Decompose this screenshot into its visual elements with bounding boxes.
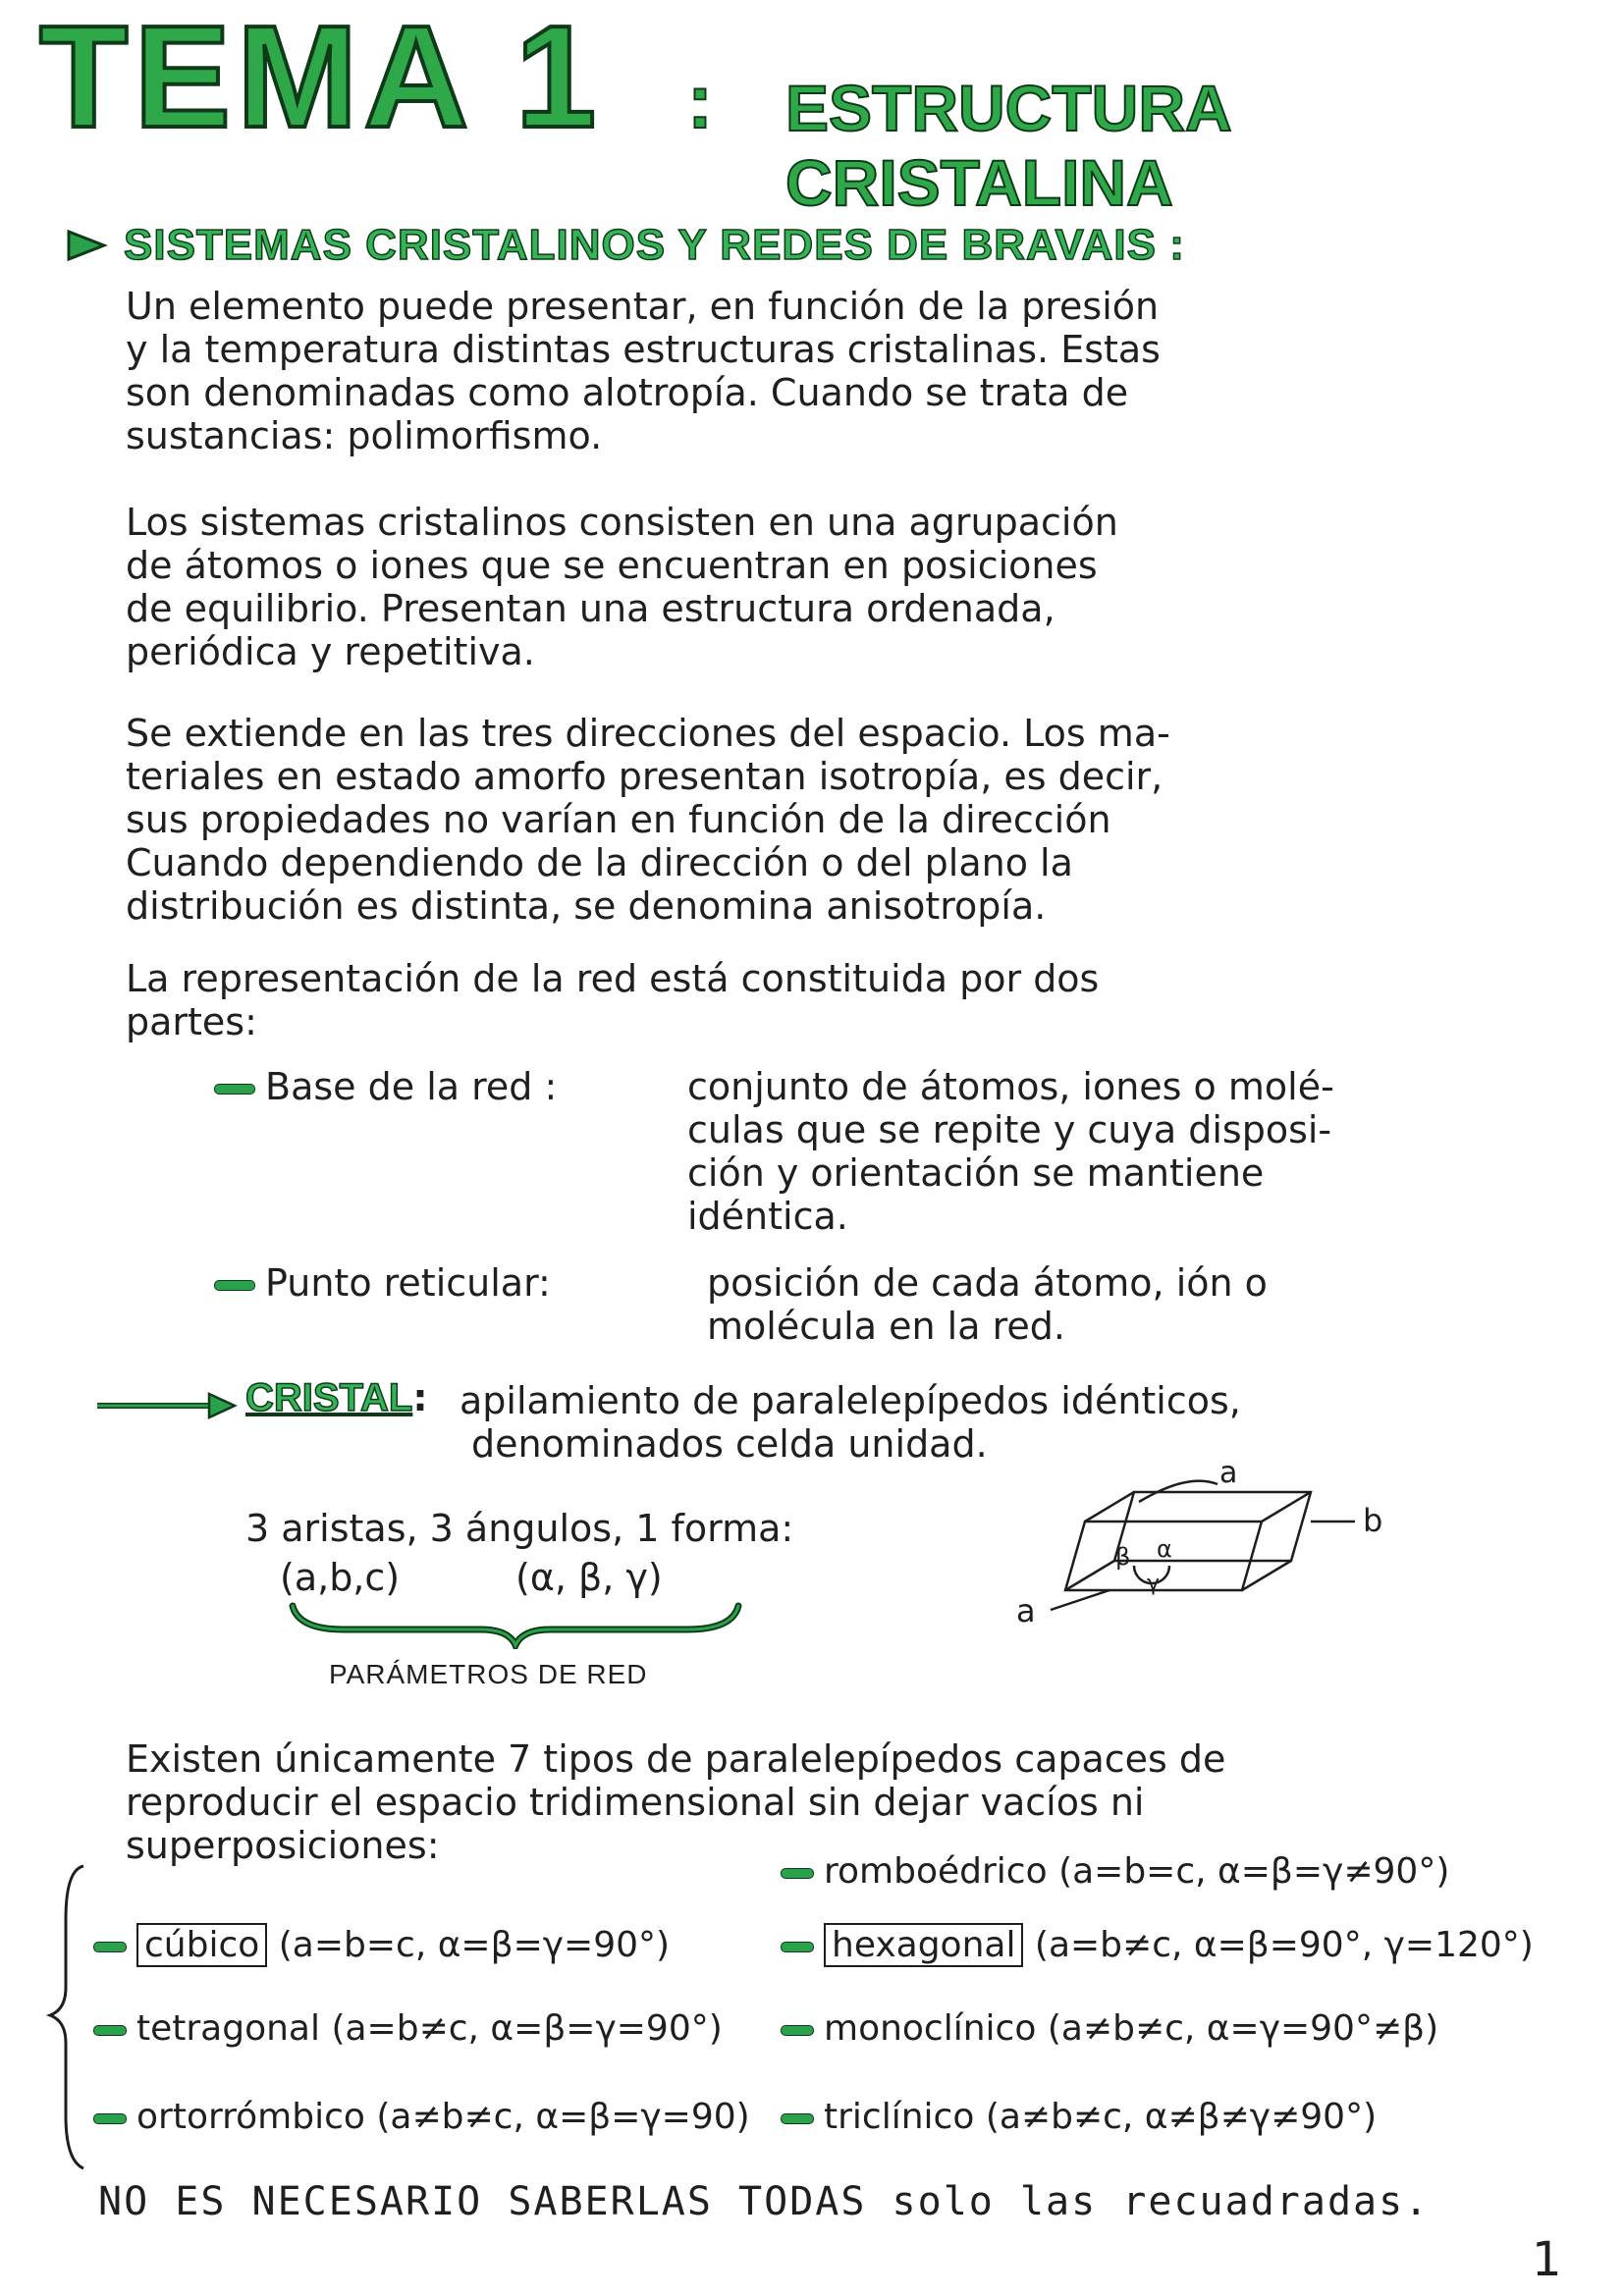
base-red-label-row bbox=[214, 1065, 557, 1108]
text-line: de átomos o iones que se encuentran en posiciones bbox=[126, 544, 1098, 587]
text-line: y la temperatura distintas estructuras cristalinas. Estas bbox=[126, 328, 1161, 371]
tipo-name: cúbico bbox=[136, 1923, 267, 1967]
green-dash-bullet-icon bbox=[214, 1280, 255, 1291]
green-dash-bullet-icon bbox=[93, 2113, 127, 2124]
text-line: Un elemento puede presentar, en función de la presión bbox=[126, 285, 1160, 328]
cristal-definition bbox=[460, 1379, 1589, 1466]
base-red-label: Base de la red : bbox=[265, 1065, 558, 1108]
punto-reticular-label-row bbox=[214, 1261, 551, 1305]
green-dash-bullet-icon bbox=[781, 2113, 814, 2124]
text-line: apilamiento de paralelepípedos idénticos, bbox=[460, 1379, 1241, 1422]
paragraph-sistemas bbox=[126, 501, 1549, 673]
arrow-bullet-icon bbox=[93, 1384, 241, 1423]
tipo-params: (a=b=c, α=β=γ≠90°) bbox=[1058, 1851, 1450, 1892]
cristal-heading-row bbox=[245, 1376, 428, 1420]
tipo-params: (a=b≠c, α=β=γ=90°) bbox=[331, 2008, 723, 2049]
punto-reticular-definition bbox=[707, 1261, 1571, 1348]
tipo-name: triclínico bbox=[824, 2097, 975, 2137]
page-number: 1 bbox=[1532, 2232, 1562, 2287]
paragraph-alotropia bbox=[126, 285, 1549, 457]
tipo-item-hexagonal bbox=[781, 1924, 1534, 1967]
text-line: Cuando dependiendo de la dirección o del plano la bbox=[126, 841, 1073, 884]
cristal-colon: : bbox=[412, 1376, 428, 1419]
paragraph-representacion bbox=[126, 957, 1549, 1043]
angle-label-beta: β bbox=[1115, 1543, 1131, 1571]
section-heading: SISTEMAS CRISTALINOS Y REDES DE BRAVAIS : bbox=[124, 221, 1185, 269]
angle-label-gamma: γ bbox=[1147, 1572, 1161, 1596]
paragraph-isotropia bbox=[126, 712, 1579, 928]
axis-label-c: a bbox=[1219, 1463, 1238, 1490]
axis-label-a: a bbox=[1016, 1592, 1036, 1629]
text-line: molécula en la red. bbox=[707, 1305, 1065, 1348]
text-line: denominados celda unidad. bbox=[471, 1422, 988, 1466]
green-dash-bullet-icon bbox=[781, 2025, 814, 2036]
tipo-params: (a≠b≠c, α=β=γ=90) bbox=[376, 2097, 750, 2137]
text-line: ción y orientación se mantiene bbox=[687, 1151, 1265, 1195]
text-line: son denominadas como alotropía. Cuando se trata de bbox=[126, 371, 1129, 414]
text-line: Existen únicamente 7 tipos de paralelepípedos capaces de bbox=[126, 1737, 1226, 1781]
green-dash-bullet-icon bbox=[93, 1942, 127, 1952]
page-title bbox=[39, 0, 602, 161]
text-line: distribución es distinta, se denomina anisotropía. bbox=[126, 884, 1047, 928]
unit-cell-diagram bbox=[992, 1463, 1404, 1639]
text-line: teriales en estado amorfo presentan isotropía, es decir, bbox=[126, 755, 1163, 798]
tipo-name: romboédrico bbox=[824, 1851, 1048, 1892]
axis-label-b: b bbox=[1363, 1502, 1383, 1539]
title-colon: : bbox=[687, 58, 713, 144]
tipo-item-ortorrombico bbox=[93, 2096, 750, 2139]
parametros-aristas: (a,b,c) bbox=[280, 1556, 401, 1599]
tipo-item-triclinico bbox=[781, 2096, 1377, 2139]
cristal-heading: CRISTAL bbox=[245, 1376, 413, 1419]
tipo-name: ortorrómbico bbox=[136, 2097, 365, 2137]
tipo-item-tetragonal bbox=[93, 2007, 723, 2051]
list-brace-icon bbox=[44, 1860, 93, 2174]
angle-label-alpha: α bbox=[1157, 1535, 1172, 1563]
parametros-angulos: (α, β, γ) bbox=[515, 1556, 663, 1599]
section-heading-row bbox=[65, 221, 1185, 270]
text-line: culas que se repite y cuya disposi- bbox=[687, 1108, 1332, 1151]
tipo-params: (a≠b≠c, α=γ=90°≠β) bbox=[1047, 2008, 1439, 2049]
punto-reticular-label: Punto reticular: bbox=[265, 1261, 551, 1305]
text-line: reproducir el espacio tridimensional sin dejar vacíos ni bbox=[126, 1781, 1145, 1824]
green-dash-bullet-icon bbox=[214, 1084, 255, 1095]
text-line: periódica y repetitiva. bbox=[126, 630, 535, 673]
title-main: TEMA 1 bbox=[39, 0, 603, 158]
tipo-item-romboedrico bbox=[781, 1850, 1449, 1894]
text-line: Se extiende en las tres direcciones del espacio. Los ma- bbox=[126, 712, 1170, 755]
parametros-line: 3 aristas, 3 ángulos, 1 forma: bbox=[245, 1507, 794, 1550]
tipo-name: monoclínico bbox=[824, 2008, 1037, 2049]
parametros-caption: PARÁMETROS DE RED bbox=[329, 1659, 648, 1689]
text-line: conjunto de átomos, iones o molé- bbox=[687, 1065, 1334, 1108]
text-line: idéntica. bbox=[687, 1195, 848, 1238]
tipo-item-cubico bbox=[93, 1924, 670, 1967]
text-line: Los sistemas cristalinos consisten en una agrupación bbox=[126, 501, 1118, 544]
curly-brace-icon bbox=[285, 1600, 746, 1649]
tipo-item-monoclinico bbox=[781, 2007, 1438, 2051]
text-line: posición de cada átomo, ión o bbox=[707, 1261, 1268, 1305]
tipo-params: (a=b≠c, α=β=90°, γ=120°) bbox=[1034, 1925, 1534, 1965]
tipos-intro bbox=[126, 1737, 1579, 1867]
tipo-name: hexagonal bbox=[824, 1923, 1023, 1967]
text-line: de equilibrio. Presentan una estructura ordenada, bbox=[126, 587, 1055, 630]
base-red-definition bbox=[687, 1065, 1571, 1238]
text-line: La representación de la red está constituida por dos bbox=[126, 957, 1100, 1000]
green-dash-bullet-icon bbox=[781, 1868, 814, 1879]
text-line: sustancias: polimorfismo. bbox=[126, 414, 603, 457]
green-dash-bullet-icon bbox=[93, 2025, 127, 2036]
text-line: partes: bbox=[126, 1000, 257, 1043]
tipo-params: (a=b=c, α=β=γ=90°) bbox=[278, 1925, 671, 1965]
tipo-name: tetragonal bbox=[136, 2008, 320, 2049]
green-dash-bullet-icon bbox=[781, 1942, 814, 1952]
footer-note: NO ES NECESARIO SABERLAS TODAS solo las recuadradas. bbox=[98, 2179, 1431, 2224]
title-subtitle: ESTRUCTURA CRISTALINA bbox=[785, 72, 1230, 219]
text-line: sus propiedades no varían en función de la dirección bbox=[126, 798, 1111, 841]
triangle-bullet-icon bbox=[65, 228, 108, 263]
text-line: superposiciones: bbox=[126, 1824, 440, 1867]
tipo-params: (a≠b≠c, α≠β≠γ≠90°) bbox=[985, 2097, 1378, 2137]
